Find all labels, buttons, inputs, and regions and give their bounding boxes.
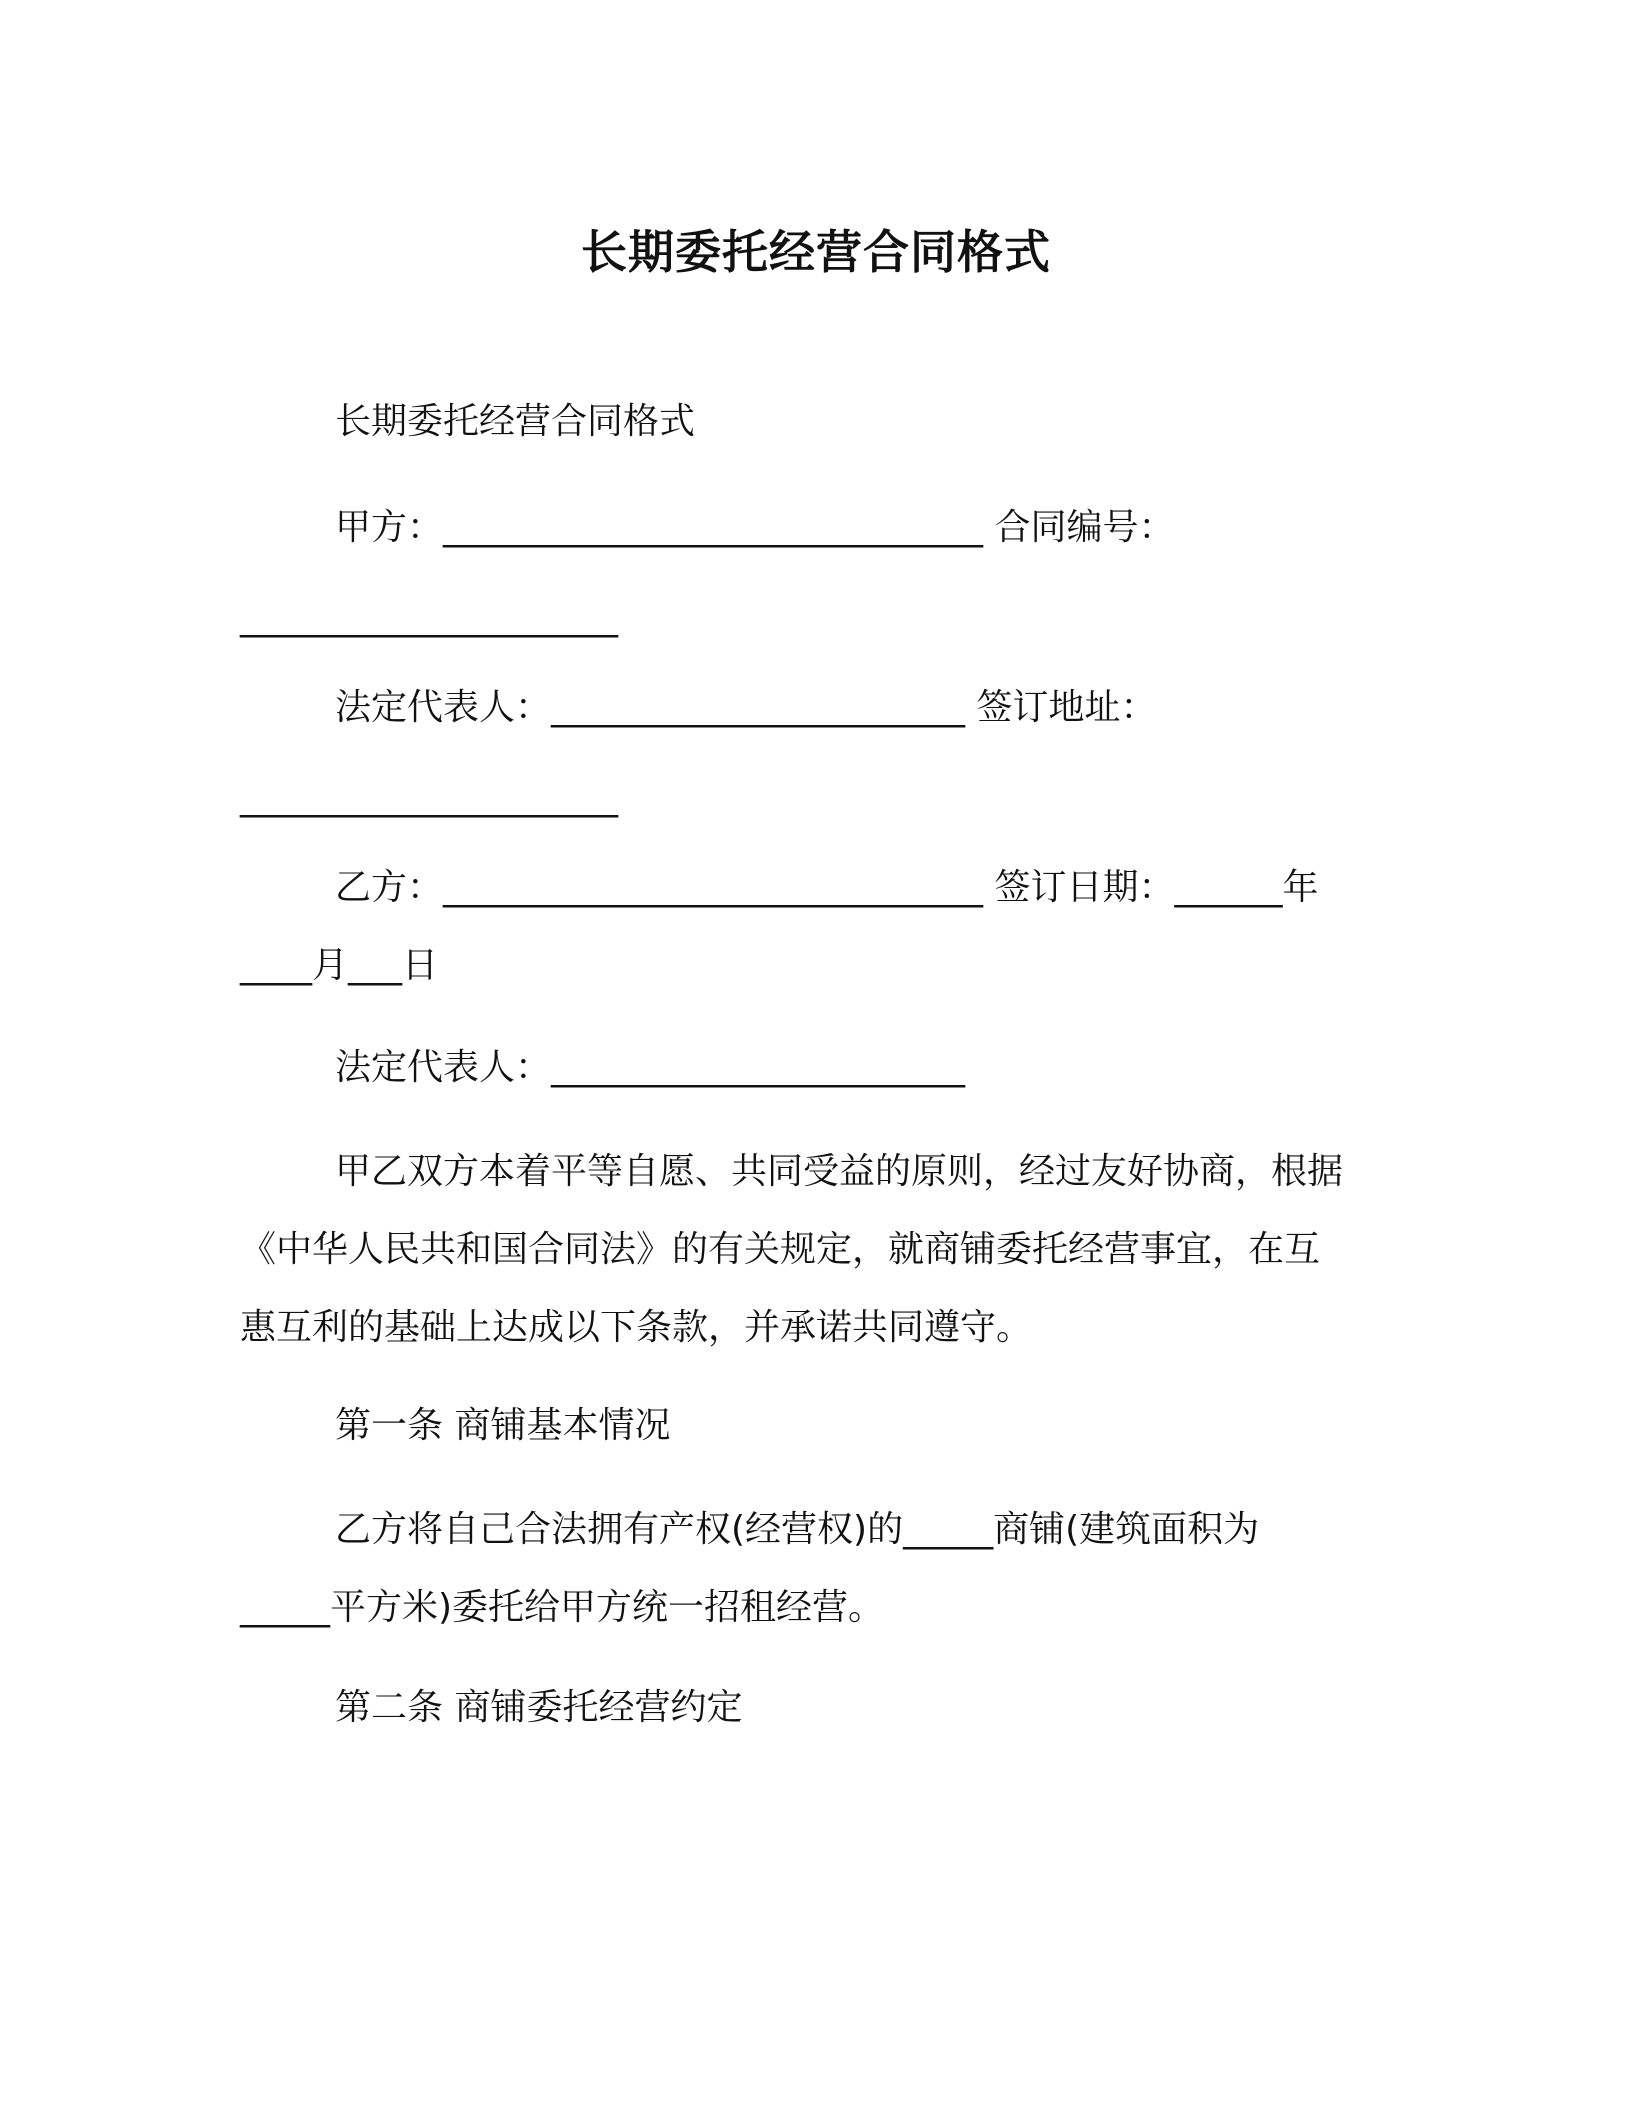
party-b-line: 乙方：______________________________ 签订日期：______年 bbox=[335, 867, 1319, 908]
article-1-body-line-2: _____平方米)委托给甲方统一招租经营。 bbox=[240, 1587, 885, 1628]
preamble-line-3: 惠互利的基础上达成以下条款，并承诺共同遵守。 bbox=[240, 1307, 1033, 1348]
article-2-heading: 第二条 商铺委托经营约定 bbox=[335, 1687, 743, 1728]
party-a-representative-line: 法定代表人：_______________________ 签订地址： bbox=[335, 687, 1157, 728]
party-a-line: 甲方：______________________________ 合同编号： bbox=[335, 507, 1175, 548]
preamble-line-1: 甲乙双方本着平等自愿、共同受益的原则，经过友好协商，根据 bbox=[335, 1151, 1344, 1192]
contract-number-blank: _____________________ bbox=[240, 597, 618, 638]
party-b-representative-line: 法定代表人：_______________________ bbox=[335, 1047, 966, 1088]
document-title: 长期委托经营合同格式 bbox=[581, 225, 1051, 279]
article-1-heading: 第一条 商铺基本情况 bbox=[335, 1405, 671, 1446]
preamble-line-2: 《中华人民共和国合同法》的有关规定，就商铺委托经营事宜，在互 bbox=[240, 1229, 1321, 1270]
subtitle-line: 长期委托经营合同格式 bbox=[335, 401, 696, 442]
signing-date-continuation: ____月___日 bbox=[240, 945, 439, 986]
signing-address-blank: _____________________ bbox=[240, 777, 618, 818]
article-1-body-line-1: 乙方将自己合法拥有产权(经营权)的_____商铺(建筑面积为 bbox=[335, 1509, 1260, 1550]
